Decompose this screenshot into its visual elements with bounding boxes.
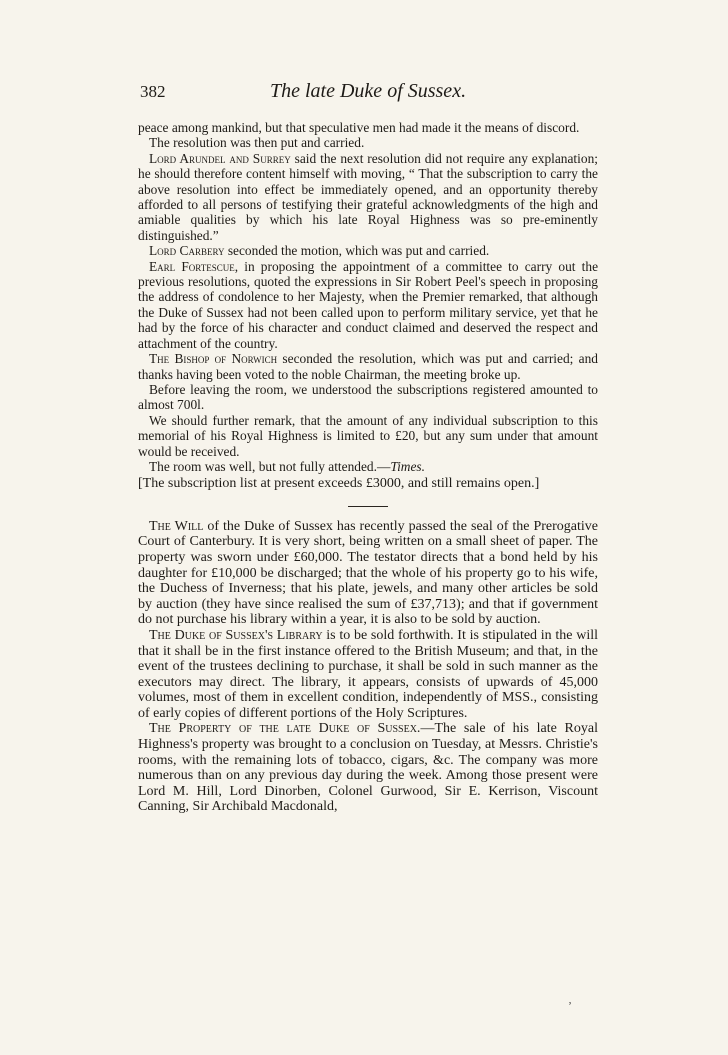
- paragraph-text: seconded the resolution, which was put and carried; and thanks having been voted to the noble Chairman, the meeting broke up.: [138, 351, 598, 382]
- paragraph-text: is to be sold forthwith. It is stipulated in the will that it shall be in the first instance offered to the British Museum; and that, in the event of the trustees declining to purchase, it shall be sold in such manner as the executors may direct. The library, it appears, consists of upwards of 45,000 volumes, most of them in excellent condition, independently of MSS., consisting of early copies of different portions of the Holy Scriptures.: [138, 627, 599, 721]
- editorial-note: [The subscription list at present exceeds £3000, and still remains open.]: [138, 476, 540, 492]
- paragraph: peace among mankind, but that speculative men had made it the means of discord.: [138, 120, 580, 135]
- paragraph: [138, 351, 598, 382]
- paragraph: [138, 243, 598, 258]
- paragraph: Before leaving the room, we understood the subscriptions registered amounted to almost 700l.: [138, 381, 598, 413]
- paragraph-text: seconded the motion, which was put and carried.: [224, 243, 490, 259]
- paragraph-text: The room was well, but not fully attended.—: [149, 458, 391, 474]
- paragraph: [138, 721, 598, 815]
- lead-in: The Will: [149, 518, 204, 534]
- paragraph-text: , in proposing the appointment of a committee to carry out the previous resolutions, quoted the expressions in Sir Robert Peel's speech in proposing the address of condolence to her Majesty, when the Premier remarked, that although the Duke of Sussex had not been called upon to perform military service, yet that he had by the force of his character and conduct claimed and deserved the respect and attachment of the country.: [138, 258, 599, 351]
- page-header: [140, 82, 610, 108]
- speaker-name: Lord Arundel and Surrey: [149, 150, 291, 166]
- paragraph: [138, 259, 598, 351]
- paragraph: [138, 519, 598, 628]
- speaker-name: The Bishop of Norwich: [149, 351, 278, 367]
- paragraph: We should further remark, that the amount of any individual subscription to this memorial of his Royal Highness is limited to £20, but any sum under that amount would be received.: [138, 412, 598, 459]
- lead-in: The Duke of Sussex's Library: [149, 627, 323, 643]
- paragraph: [138, 628, 598, 722]
- lead-in: The Property of the late Duke of Sussex.: [149, 721, 421, 737]
- page-number: 382: [140, 82, 166, 101]
- speaker-name: Lord Carbery: [149, 243, 225, 259]
- paragraph: [138, 459, 598, 474]
- running-title: The late Duke of Sussex.: [270, 80, 467, 102]
- printer-mark: ‚: [568, 992, 572, 1006]
- paragraph-text: —The sale of his late Royal Highness's property was brought to a conclusion on Tuesday, at Messrs. Christie's rooms, with the remaining lots of tobacco, cigars, &c. The company was more numerous than on any previous day during the week. Among those present were Lord M. Hill, Lord Dinorben, Colonel Gurwood, Sir E. Kerrison, Viscount Canning, Sir Archibald Macdonald,: [138, 721, 598, 815]
- paragraph-text: of the Duke of Sussex has recently passed the seal of the Prerogative Court of Canterbury. It is very short, being written on a small sheet of paper. The property was sworn under £60,000. The testator directs that a bond held by his daughter for £10,000 be discharged; that the whole of his property go to his wife, the Duchess of Inverness; that his plate, jewels, and many other articles be sold by auction (they have since realised the sum of £37,713); and that if government do not purchase his library within a year, it is also to be sold by auction.: [138, 518, 598, 628]
- paragraph-text: said the next resolution did not require any explanation; he should therefore content himself with moving, “ That the subscription to carry the above resolution into effect be immediately opened, and an opportunity thereby afforded to all persons of testifying their grateful acknowledgments of the high and amiable qualities by which his late Royal Highness was so pre-eminently distinguished.”: [138, 150, 598, 243]
- source-citation: Times.: [390, 458, 425, 474]
- news-section: [138, 519, 598, 815]
- paragraph: [138, 151, 598, 243]
- section-divider: [348, 506, 388, 507]
- paragraph: The resolution was then put and carried.: [149, 135, 365, 151]
- speaker-name: Earl Fortescue: [149, 258, 235, 274]
- body-text: [138, 120, 598, 815]
